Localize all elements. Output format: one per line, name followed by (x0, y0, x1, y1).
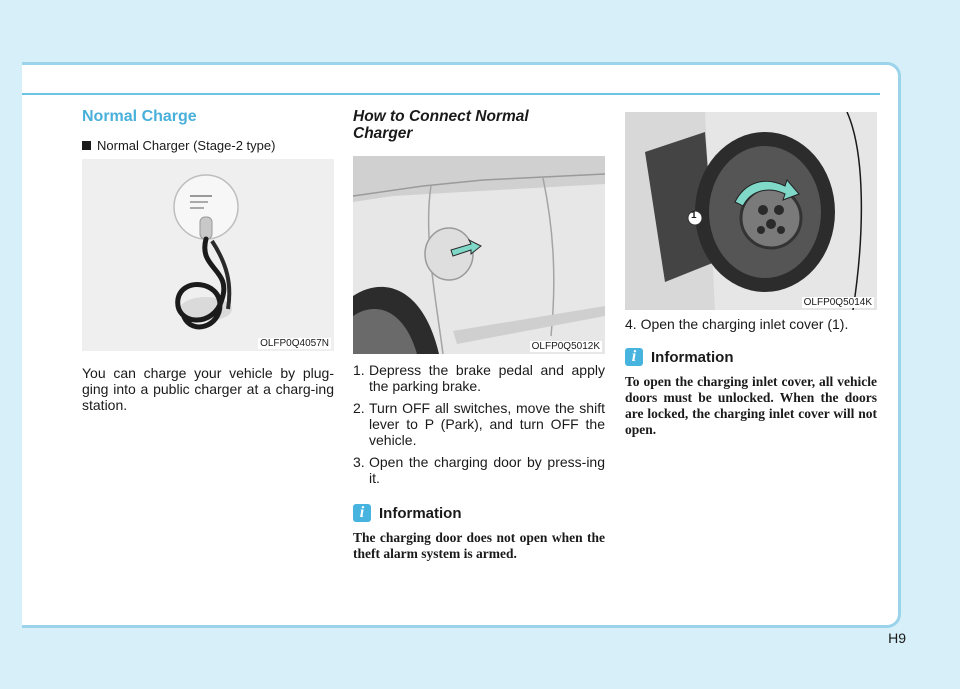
page-number: H9 (888, 630, 906, 646)
charging-inlet-image-code: OLFP0Q5014K (803, 297, 872, 308)
inlet-info-title: Information (651, 348, 734, 366)
inlet-column (625, 112, 877, 438)
normal-charge-column (82, 108, 334, 413)
list-item: 1. Depress the brake pedal and apply the parking brake. (353, 362, 605, 394)
info-heading (353, 504, 605, 522)
charging-door-image-code: OLFP0Q5012K (531, 341, 600, 352)
list-item: 3. Open the charging door by press-ing it. (353, 454, 605, 486)
normal-charge-heading: Normal Charge (82, 108, 197, 125)
how-to-heading: How to Connect Normal Charger (353, 108, 529, 142)
charger-caption-text: Normal Charger (Stage-2 type) (97, 138, 276, 153)
charger-image-code: OLFP0Q4057N (260, 338, 329, 349)
header-rule (22, 93, 880, 95)
how-to-column (353, 108, 605, 562)
inlet-info-text: To open the charging inlet cover, all vehicle doors must be unlocked. When the doors are locked, the charging inlet cover will not open. (625, 374, 877, 437)
car-side-illustration (353, 156, 605, 354)
callout-1: 1 (691, 210, 697, 221)
wall-charger-illustration (82, 159, 334, 351)
info-text: The charging door does not open when the theft alarm system is armed. (353, 530, 605, 561)
charger-image (82, 159, 334, 351)
charging-door-image (353, 156, 605, 354)
information-icon: i (353, 504, 371, 522)
list-item: 2. Turn OFF all switches, move the shift lever to P (Park), and turn OFF the vehicle. (353, 400, 605, 448)
inlet-step: 4. Open the charging inlet cover (1). (625, 316, 849, 332)
charger-caption (82, 138, 334, 153)
normal-charge-body: You can charge your vehicle by plug-ging into a public charger at a charg-ing station. (82, 365, 334, 413)
information-icon: i (625, 348, 643, 366)
connect-steps-list (353, 362, 605, 486)
charging-inlet-illustration (625, 112, 877, 310)
info-title: Information (379, 504, 462, 522)
inlet-info-heading (625, 348, 877, 366)
charging-inlet-image (625, 112, 877, 310)
bullet-square-icon (82, 141, 91, 150)
